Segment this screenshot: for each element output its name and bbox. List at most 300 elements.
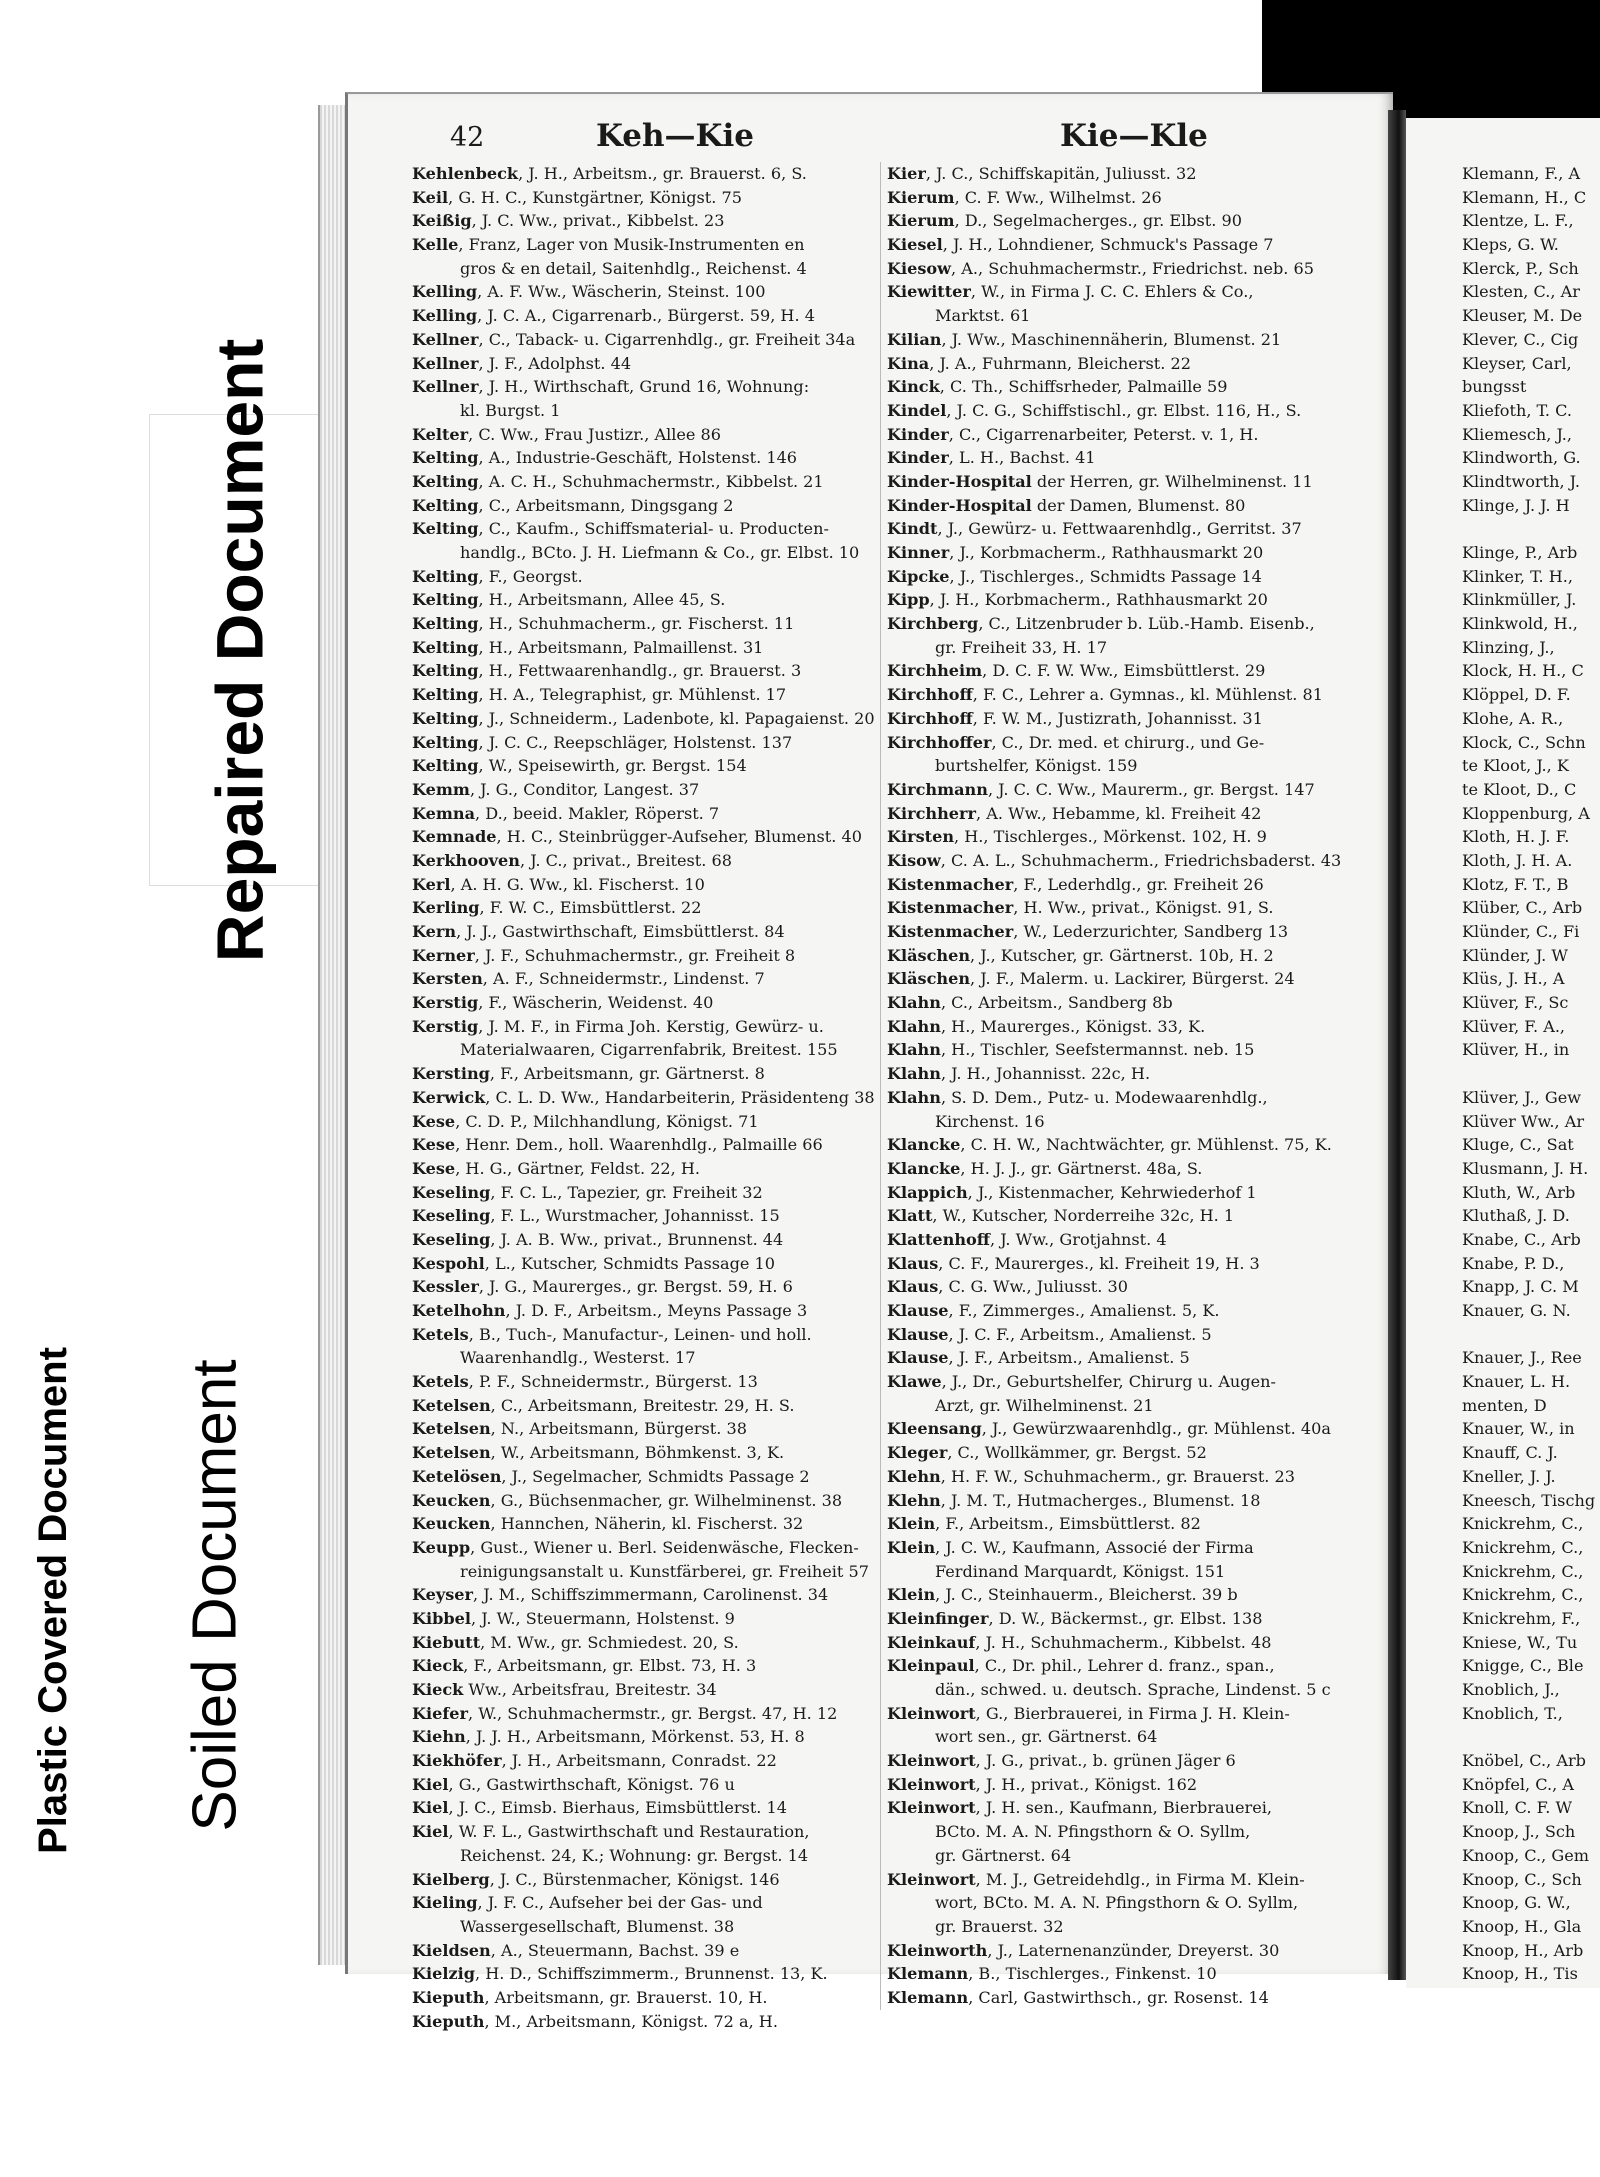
- directory-entry: [887, 1394, 1387, 1418]
- entry-details: , W., Speisewirth, gr. Bergst. 154: [478, 756, 747, 776]
- directory-entry: [412, 802, 892, 826]
- entry-details: , G. H. C., Kunstgärtner, Königst. 75: [448, 187, 742, 207]
- directory-entry: [412, 1796, 892, 1820]
- entry-surname: Keseling: [412, 1229, 491, 1249]
- entry-surname: Keucken: [412, 1490, 491, 1510]
- entry-details: handlg., BCto. J. H. Liefmann & Co., gr. Elbst. 10: [460, 543, 860, 562]
- entry-details: , Hannchen, Näherin, kl. Fischerst. 32: [490, 1514, 804, 1534]
- entry-surname: Kier: [887, 164, 926, 183]
- entry-details: , J. F., Arbeitsm., Amalienst. 5: [948, 1348, 1190, 1368]
- directory-entry: Klünder, C., Fi: [1462, 922, 1580, 941]
- directory-entry: Klerck, P., Sch: [1462, 258, 1579, 278]
- entry-details: gr. Brauerst. 32: [935, 1916, 1064, 1936]
- entry-surname: Kindel: [887, 400, 947, 420]
- entry-details: , F., Zimmerges., Amalienst. 5, K.: [948, 1301, 1220, 1320]
- entry-details: , C. L. D. Ww., Handarbeiterin, Präsidenteng 38: [485, 1087, 875, 1107]
- entry-surname: Kleinworth: [887, 1940, 988, 1960]
- directory-entry: [412, 280, 892, 304]
- entry-surname: Keyser: [412, 1585, 474, 1605]
- entry-surname: Kiefer: [412, 1703, 468, 1723]
- directory-entry: Knoop, H., Arb: [1462, 1940, 1584, 1960]
- entry-surname: Keil: [412, 187, 449, 207]
- directory-entry: [887, 612, 1387, 636]
- directory-entry: [887, 1110, 1387, 1134]
- entry-details: , J. C., Eimsb. Bierhaus, Eimsbüttlerst. 14: [448, 1798, 787, 1818]
- directory-entry: [887, 328, 1387, 352]
- directory-entry: Knauff, C. J.: [1462, 1443, 1558, 1463]
- entry-surname: Kielberg: [412, 1869, 490, 1889]
- directory-entry: [1462, 1323, 1600, 1347]
- entry-details: wort, BCto. M. A. N. Pfingsthorn & O. Syllm,: [935, 1893, 1299, 1913]
- entry-details: , J. D. F., Arbeitsm., Meyns Passage 3: [505, 1301, 808, 1320]
- entry-details: gr. Freiheit 33, H. 17: [935, 637, 1108, 657]
- entry-surname: Kersting: [412, 1064, 490, 1084]
- entry-surname: Kelting: [412, 519, 479, 539]
- directory-entry: [412, 541, 892, 565]
- entry-details: gros & en detail, Saitenhdlg., Reichenst. 4: [460, 258, 807, 278]
- entry-surname: Kleinfinger: [887, 1608, 989, 1628]
- directory-entry: Knöpfel, C., A: [1462, 1774, 1574, 1794]
- entry-details: , B., Tischlerges., Finkenst. 10: [968, 1964, 1217, 1984]
- entry-surname: Keseling: [412, 1206, 491, 1226]
- entry-details: , J. C. Ww., privat., Kibbelst. 23: [471, 211, 725, 231]
- directory-entry: [412, 1038, 892, 1062]
- entry-details: Arzt, gr. Wilhelminenst. 21: [935, 1395, 1154, 1415]
- directory-entry: [887, 209, 1387, 233]
- entry-surname: Kiehn: [412, 1727, 466, 1747]
- entry-details: , J. C., privat., Breitest. 68: [519, 850, 732, 870]
- directory-entry: Knoblich, T.,: [1462, 1703, 1563, 1723]
- directory-entry: [412, 1844, 892, 1868]
- directory-entry: [412, 1820, 892, 1844]
- entry-details: , J., Korbmacherm., Rathhausmarkt 20: [949, 543, 1264, 562]
- directory-entry: Kneesch, Tischg: [1462, 1490, 1596, 1510]
- entry-surname: Kirchberg: [887, 614, 979, 634]
- entry-details: der Damen, Blumenst. 80: [1031, 495, 1246, 515]
- entry-surname: Kerstig: [412, 1016, 479, 1036]
- entry-details: , J. C. G., Schiffstischl., gr. Elbst. 116, H., S.: [946, 400, 1302, 420]
- entry-details: , J. F. C., Aufseher bei der Gas- und: [477, 1893, 763, 1913]
- directory-entry: [887, 1583, 1387, 1607]
- directory-entry: [412, 328, 892, 352]
- book-page-edges: [318, 105, 348, 1965]
- directory-entry: [887, 683, 1387, 707]
- entry-details: , J., Gewürzwaarenhdlg., gr. Mühlenst. 40a: [981, 1419, 1331, 1439]
- directory-entry: Kloth, H. J. F.: [1462, 827, 1570, 847]
- directory-entry: Klinkmüller, J.: [1462, 590, 1577, 610]
- directory-entry: [887, 1181, 1387, 1205]
- directory-entry: [412, 1323, 892, 1347]
- entry-details: , C. F., Maurerges., kl. Freiheit 19, H. 3: [938, 1253, 1260, 1273]
- plastic-covered-document-label: Plastic Covered Document: [18, 1290, 88, 1910]
- entry-surname: Kelting: [412, 590, 479, 610]
- entry-surname: Kleger: [887, 1443, 948, 1463]
- entry-surname: Kiesel: [887, 235, 943, 255]
- entry-surname: Klattenhoff: [887, 1229, 990, 1249]
- directory-entry: [887, 1725, 1387, 1749]
- entry-details: , J. J. H., Arbeitsmann, Mörkenst. 53, H. 8: [465, 1727, 805, 1747]
- directory-entry: [887, 1038, 1387, 1062]
- entry-details: , S. D. Dem., Putz- u. Modewaarenhdlg.,: [940, 1087, 1268, 1107]
- directory-entry: Klünder, J. W: [1462, 945, 1568, 965]
- entry-details: , F. W. M., Justizrath, Johannisst. 31: [972, 708, 1263, 728]
- directory-entry: Klüver Ww., Ar: [1462, 1111, 1585, 1131]
- directory-entry: [412, 209, 892, 233]
- entry-surname: Klein: [887, 1585, 936, 1605]
- entry-surname: Kersten: [412, 969, 483, 989]
- directory-entry: Klinzing, J.,: [1462, 637, 1555, 657]
- directory-entry: [887, 565, 1387, 589]
- entry-details: , J. F., Malerm. u. Lackirer, Bürgerst. 24: [970, 969, 1295, 989]
- directory-entry: Klever, C., Cig: [1462, 329, 1579, 349]
- directory-entry: [412, 1915, 892, 1939]
- directory-entry: [412, 920, 892, 944]
- directory-entry: Klemann, F., A: [1462, 164, 1581, 183]
- directory-entry: [412, 636, 892, 660]
- directory-entry: [887, 1844, 1387, 1868]
- entry-surname: Kleensang: [887, 1419, 982, 1439]
- entry-details: , F., Arbeitsmann, gr. Elbst. 73, H. 3: [463, 1656, 757, 1676]
- entry-details: , J., Kutscher, gr. Gärtnerst. 10b, H. 2: [970, 945, 1274, 965]
- entry-details: , F. C., Lehrer a. Gymnas., kl. Mühlenst. 81: [972, 685, 1323, 705]
- entry-surname: Kese: [412, 1135, 456, 1155]
- entry-surname: Kelting: [412, 614, 479, 634]
- entry-details: , H., Tischlerges., Mörkenst. 102, H. 9: [954, 827, 1267, 847]
- directory-entry: [887, 1489, 1387, 1513]
- entry-details: Waarenhandlg., Westerst. 17: [460, 1348, 696, 1368]
- directory-entry: [887, 1607, 1387, 1631]
- book-gutter: [1388, 110, 1406, 1980]
- entry-details: , J. C. W., Kaufmann, Associé der Firma: [935, 1537, 1254, 1557]
- entry-details: , H. G., Gärtner, Feldst. 22, H.: [455, 1158, 701, 1178]
- entry-details: , C., Taback- u. Cigarrenhdlg., gr. Freiheit 34a: [478, 329, 856, 349]
- directory-entry: [887, 873, 1387, 897]
- entry-surname: Kehlenbeck: [412, 164, 519, 183]
- directory-entry: [412, 352, 892, 376]
- entry-surname: Klaus: [887, 1277, 939, 1297]
- entry-details: , F. L., Wurstmacher, Johannisst. 15: [490, 1206, 780, 1226]
- directory-entry: [887, 636, 1387, 660]
- directory-entry: [412, 1346, 892, 1370]
- directory-entry: [887, 1323, 1387, 1347]
- entry-details: , A., Industrie-Geschäft, Holstenst. 146: [478, 448, 798, 468]
- entry-surname: Kleinwort: [887, 1869, 976, 1889]
- directory-entry: [887, 1228, 1387, 1252]
- directory-entry: [412, 612, 892, 636]
- directory-entry: [887, 1939, 1387, 1963]
- entry-surname: Klahn: [887, 1087, 941, 1107]
- entry-surname: Klawe: [887, 1372, 942, 1392]
- column-header-right: Kie—Kle: [1060, 118, 1208, 154]
- entry-details: der Herren, gr. Wilhelminenst. 11: [1031, 471, 1313, 491]
- entry-surname: Ketelsen: [412, 1395, 491, 1415]
- entry-details: , J. M. T., Hutmacherges., Blumenst. 18: [940, 1490, 1261, 1510]
- entry-surname: Kirchhoffer: [887, 732, 992, 752]
- directory-entry: Klinge, J. J. H: [1462, 495, 1570, 515]
- directory-entry: [412, 494, 892, 518]
- entry-details: , J. F., Adolphst. 44: [478, 353, 632, 373]
- entry-surname: Kistenmacher: [887, 922, 1014, 941]
- directory-entry: [887, 1465, 1387, 1489]
- entry-surname: Kelter: [412, 424, 469, 444]
- entry-details: , J. Ww., Grotjahnst. 4: [989, 1229, 1167, 1249]
- directory-entry: [412, 1252, 892, 1276]
- entry-surname: Kessler: [412, 1277, 479, 1297]
- entry-details: , W., in Firma J. C. C. Ehlers & Co.,: [970, 282, 1254, 302]
- directory-entry: Klöppel, D. F.: [1462, 685, 1571, 705]
- entry-surname: Kerwick: [412, 1087, 486, 1107]
- entry-surname: Kierum: [887, 187, 955, 207]
- directory-entry: Klusmann, J. H.: [1462, 1158, 1589, 1178]
- entry-surname: Kina: [887, 353, 930, 373]
- directory-entry: [887, 896, 1387, 920]
- directory-entry: [887, 494, 1387, 518]
- entry-details: , G., Gastwirthschaft, Königst. 76 u: [448, 1774, 735, 1794]
- directory-entry: [887, 1086, 1387, 1110]
- directory-entry: Klüver, F. A.,: [1462, 1016, 1566, 1036]
- entry-surname: Kirchheim: [887, 661, 983, 681]
- directory-entry: Knoop, C., Sch: [1462, 1869, 1582, 1889]
- entry-surname: Kelting: [412, 685, 479, 705]
- entry-details: , C., Arbeitsmann, Breitestr. 29, H. S.: [490, 1395, 795, 1415]
- entry-surname: Keseling: [412, 1182, 491, 1202]
- directory-entry: Knoop, H., Gla: [1462, 1916, 1582, 1936]
- directory-entry: [887, 1749, 1387, 1773]
- directory-entry: [887, 375, 1387, 399]
- entry-surname: Klehn: [887, 1466, 941, 1486]
- entry-surname: Keißig: [412, 211, 472, 231]
- directory-entry: Kleuser, M. De: [1462, 306, 1583, 326]
- directory-entry: Klohe, A. R.,: [1462, 708, 1564, 728]
- directory-entry: [412, 588, 892, 612]
- entry-surname: Kielzig: [412, 1964, 475, 1984]
- directory-entry: Klüs, J. H., A: [1462, 969, 1565, 989]
- directory-entry: [412, 233, 892, 257]
- directory-entry: [887, 1986, 1387, 2010]
- entry-details: , J. A. B. Ww., privat., Brunnenst. 44: [490, 1229, 784, 1249]
- directory-entry: [887, 1299, 1387, 1323]
- entry-details: Ferdinand Marquardt, Königst. 151: [935, 1561, 1226, 1581]
- directory-entry: Knoop, G. W.,: [1462, 1893, 1571, 1913]
- entry-surname: Kistenmacher: [887, 898, 1014, 918]
- directory-entry: [412, 1062, 892, 1086]
- entry-surname: Klahn: [887, 1016, 941, 1036]
- entry-surname: Kirchhoff: [887, 685, 973, 705]
- entry-details: , H., Fettwaarenhandlg., gr. Brauerst. 3: [478, 661, 802, 681]
- entry-details: kl. Burgst. 1: [460, 400, 561, 420]
- entry-surname: Kistenmacher: [887, 874, 1014, 894]
- entry-surname: Kiel: [412, 1798, 449, 1818]
- entry-details: Reichenst. 24, K.; Wohnung: gr. Bergst. 14: [460, 1845, 809, 1865]
- entry-details: , H. J. J., gr. Gärtnerst. 48a, S.: [960, 1158, 1203, 1178]
- directory-entry: [412, 731, 892, 755]
- directory-entry: Klotz, F. T., B: [1462, 874, 1569, 894]
- entry-details: , Arbeitsmann, gr. Brauerst. 10, H.: [484, 1987, 768, 2007]
- entry-details: , J. C., Bürstenmacher, Königst. 146: [489, 1869, 780, 1889]
- entry-surname: Kelting: [412, 732, 479, 752]
- entry-details: , J. H., Arbeitsmann, Conradst. 22: [501, 1751, 777, 1771]
- entry-surname: Klause: [887, 1301, 949, 1320]
- entry-details: , C. Th., Schiffsrheder, Palmaille 59: [939, 377, 1228, 397]
- entry-surname: Keupp: [412, 1537, 471, 1557]
- directory-entry: [412, 517, 892, 541]
- directory-entry: [887, 707, 1387, 731]
- entry-details: , J. G., privat., b. grünen Jäger 6: [975, 1751, 1236, 1771]
- directory-entry: [412, 423, 892, 447]
- entry-surname: Kieldsen: [412, 1940, 491, 1960]
- directory-entry: Knauer, L. H.: [1462, 1372, 1571, 1392]
- directory-entry: [412, 1417, 892, 1441]
- directory-entry: Knoop, C., Gem: [1462, 1845, 1590, 1865]
- directory-entry: [412, 1157, 892, 1181]
- directory-entry: [412, 991, 892, 1015]
- entry-details: , J. J., Gastwirthschaft, Eimsbüttlerst. 84: [456, 922, 785, 941]
- entry-details: , P. F., Schneidermstr., Bürgerst. 13: [468, 1372, 758, 1392]
- entry-details: , G., Bierbrauerei, in Firma J. H. Klein-: [975, 1703, 1290, 1723]
- entry-details: , C., Litzenbruder b. Lüb.-Hamb. Eisenb.,: [978, 614, 1315, 634]
- directory-entry: [412, 399, 892, 423]
- entry-surname: Kiekhöfer: [412, 1751, 502, 1771]
- directory-entry: [412, 1394, 892, 1418]
- entry-surname: Kläschen: [887, 969, 971, 989]
- entry-details: , J. G., Conditor, Langest. 37: [469, 779, 700, 799]
- entry-surname: Kerner: [412, 945, 475, 965]
- directory-column-right-partial: [1462, 162, 1600, 1986]
- entry-details: , J. M. F., in Firma Joh. Kerstig, Gewürz- u.: [478, 1016, 824, 1036]
- directory-entry: [887, 588, 1387, 612]
- directory-entry: [412, 375, 892, 399]
- entry-details: , J., Segelmacher, Schmidts Passage 2: [501, 1466, 810, 1486]
- entry-surname: Kellner: [412, 377, 479, 397]
- entry-details: , J. H., Johannisst. 22c, H.: [940, 1064, 1151, 1084]
- entry-surname: Kiebutt: [412, 1632, 481, 1652]
- entry-details: gr. Gärtnerst. 64: [935, 1845, 1072, 1865]
- directory-entry: [412, 162, 892, 186]
- entry-details: wort sen., gr. Gärtnerst. 64: [935, 1727, 1158, 1747]
- entry-details: , F. W. C., Eimsbüttlerst. 22: [479, 898, 702, 918]
- directory-entry: [412, 896, 892, 920]
- directory-entry: Knickrehm, C.,: [1462, 1585, 1584, 1605]
- entry-details: , F. C. L., Tapezier, gr. Freiheit 32: [490, 1182, 763, 1202]
- directory-entry: [412, 1512, 892, 1536]
- entry-surname: Kieling: [412, 1893, 478, 1913]
- directory-entry: [887, 1915, 1387, 1939]
- directory-entry: [412, 1891, 892, 1915]
- directory-entry: [887, 162, 1387, 186]
- directory-entry: Klindtworth, J.: [1462, 471, 1580, 491]
- entry-details: , H. F. W., Schuhmacherm., gr. Brauerst. 23: [940, 1466, 1295, 1486]
- entry-surname: Ketelhohn: [412, 1301, 506, 1320]
- entry-surname: Kleinwort: [887, 1751, 976, 1771]
- directory-entry: [412, 825, 892, 849]
- directory-entry: [887, 233, 1387, 257]
- entry-details: Ww., Arbeitsfrau, Breitestr. 34: [463, 1680, 717, 1699]
- directory-entry: [412, 1725, 892, 1749]
- entry-surname: Klein: [887, 1537, 936, 1557]
- directory-entry: [887, 1441, 1387, 1465]
- directory-entry: [412, 1086, 892, 1110]
- directory-entry: Knickrehm, C.,: [1462, 1537, 1584, 1557]
- entry-surname: Klancke: [887, 1135, 961, 1155]
- directory-entry: [412, 1773, 892, 1797]
- entry-details: , W., Lederzurichter, Sandberg 13: [1013, 922, 1289, 941]
- directory-entry: [412, 683, 892, 707]
- entry-surname: Kespohl: [412, 1253, 485, 1273]
- directory-entry: [887, 1678, 1387, 1702]
- entry-surname: Kleinkauf: [887, 1632, 976, 1652]
- entry-details: , J. G., Maurerges., gr. Bergst. 59, H. 6: [478, 1277, 793, 1297]
- directory-entry: [887, 731, 1387, 755]
- page-number: 42: [450, 122, 485, 153]
- directory-entry: [887, 1820, 1387, 1844]
- entry-surname: Kerstig: [412, 993, 479, 1013]
- directory-entry: Klock, C., Schn: [1462, 732, 1586, 752]
- directory-entry: te Kloot, J., K: [1462, 756, 1569, 776]
- directory-entry: [887, 1796, 1387, 1820]
- directory-entry: Kliemesch, J.,: [1462, 424, 1572, 444]
- directory-entry: [412, 1536, 892, 1560]
- entry-surname: Kelting: [412, 708, 479, 728]
- directory-entry: Knigge, C., Ble: [1462, 1656, 1584, 1676]
- entry-details: , F., Arbeitsmann, gr. Gärtnerst. 8: [489, 1064, 765, 1084]
- directory-entry: [887, 280, 1387, 304]
- entry-details: , Carl, Gastwirthsch., gr. Rosenst. 14: [968, 1987, 1269, 2007]
- entry-details: , C. F. Ww., Wilhelmst. 26: [954, 187, 1162, 207]
- entry-surname: Klause: [887, 1324, 949, 1344]
- directory-entry: [412, 304, 892, 328]
- entry-details: , H. A., Telegraphist, gr. Mühlenst. 17: [478, 685, 787, 705]
- entry-surname: Kindt: [887, 519, 938, 539]
- entry-details: , F., Lederhdlg., gr. Freiheit 26: [1013, 874, 1264, 894]
- directory-entry: Knickrehm, F.,: [1462, 1608, 1581, 1628]
- entry-details: , H., Schuhmacherm., gr. Fischerst. 11: [478, 614, 795, 634]
- entry-surname: Kirsten: [887, 827, 955, 847]
- directory-entry: Knauer, J., Ree: [1462, 1348, 1582, 1368]
- directory-entry: [887, 849, 1387, 873]
- directory-entry: [887, 517, 1387, 541]
- directory-entry: [412, 1441, 892, 1465]
- entry-details: , J. Ww., Maschinennäherin, Blumenst. 21: [941, 329, 1282, 349]
- directory-entry: Klock, H. H., C: [1462, 661, 1584, 681]
- directory-entry: [887, 470, 1387, 494]
- directory-entry: Knabe, P. D.,: [1462, 1253, 1565, 1273]
- entry-details: , Franz, Lager von Musik-Instrumenten en: [458, 235, 805, 255]
- entry-details: , J. H., Schuhmacherm., Kibbelst. 48: [975, 1632, 1272, 1652]
- entry-details: , W., Schuhmachermstr., gr. Bergst. 47, H. 12: [467, 1703, 838, 1723]
- directory-entry: [412, 1015, 892, 1039]
- entry-details: , M. J., Getreidehdlg., in Firma M. Klein-: [975, 1869, 1305, 1889]
- directory-entry: [412, 2010, 892, 2034]
- directory-entry: [412, 1868, 892, 1892]
- directory-entry: Kloth, J. H. A.: [1462, 850, 1573, 870]
- directory-entry: [887, 1370, 1387, 1394]
- entry-details: , J., Dr., Geburtshelfer, Chirurg u. Augen-: [941, 1372, 1276, 1392]
- entry-details: , H., Maurerges., Königst. 33, K.: [940, 1016, 1206, 1036]
- directory-entry: [887, 944, 1387, 968]
- directory-entry: Klüber, C., Arb: [1462, 898, 1583, 918]
- directory-entry: [887, 1252, 1387, 1276]
- entry-details: , J. H., Wirthschaft, Grund 16, Wohnung:: [478, 377, 810, 397]
- entry-details: , A., Steuermann, Bachst. 39 e: [490, 1940, 740, 1960]
- entry-surname: Kemna: [412, 803, 476, 823]
- directory-entry: [887, 920, 1387, 944]
- directory-entry: Knoblich, J.,: [1462, 1680, 1560, 1699]
- entry-surname: Kieputh: [412, 2011, 485, 2031]
- entry-surname: Kirchmann: [887, 779, 988, 799]
- directory-entry: [412, 1133, 892, 1157]
- entry-details: , D., Segelmacherges., gr. Elbst. 90: [954, 211, 1242, 231]
- entry-details: , J. H., privat., Königst. 162: [975, 1774, 1198, 1794]
